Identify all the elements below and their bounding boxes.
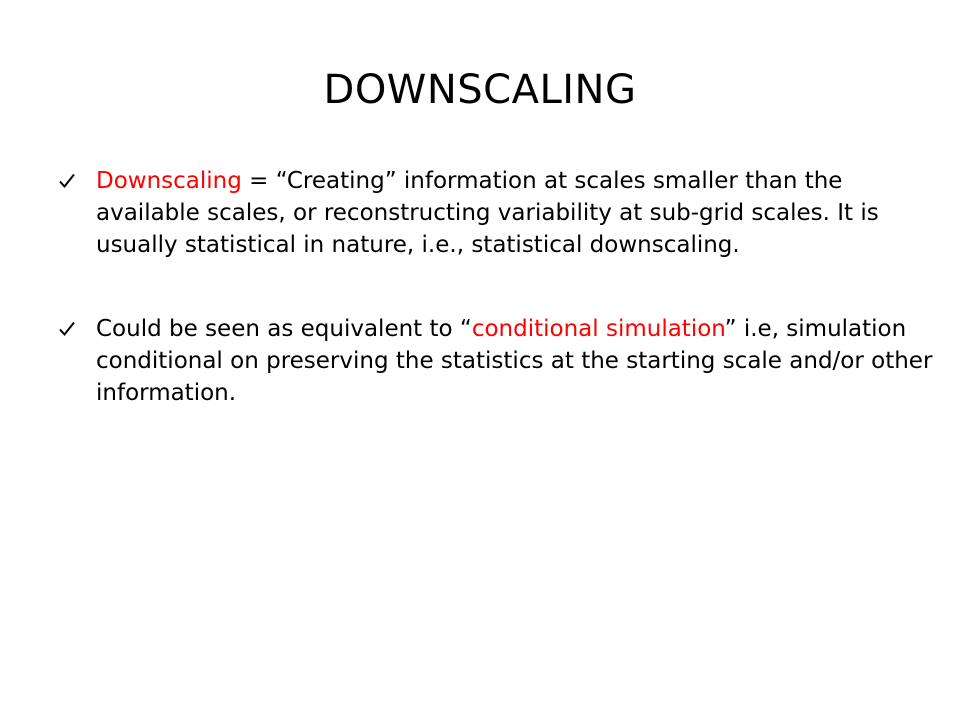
bullet-text-before: Could be seen as equivalent to “ xyxy=(96,316,472,342)
bullet-item-conditional-simulation xyxy=(58,313,938,409)
slide-title: DOWNSCALING xyxy=(323,67,637,113)
bullet-text: = “Creating” information at scales smaller than the available scales, or reconstructing variability at sub-grid scales. It is usually statistical in nature, i.e., statistical downscaling. xyxy=(96,168,879,258)
bullet-term: conditional simulation xyxy=(471,316,725,342)
bullet-term: Downscaling xyxy=(96,168,242,194)
checkmark-icon xyxy=(58,172,76,190)
bullet-list xyxy=(58,165,938,461)
checkmark-icon xyxy=(58,320,76,338)
bullet-item-downscaling-definition xyxy=(58,165,938,261)
bullet-text-after: ” i.e, simulation conditional on preserving the statistics at the starting scale and/or other information. xyxy=(96,316,933,406)
